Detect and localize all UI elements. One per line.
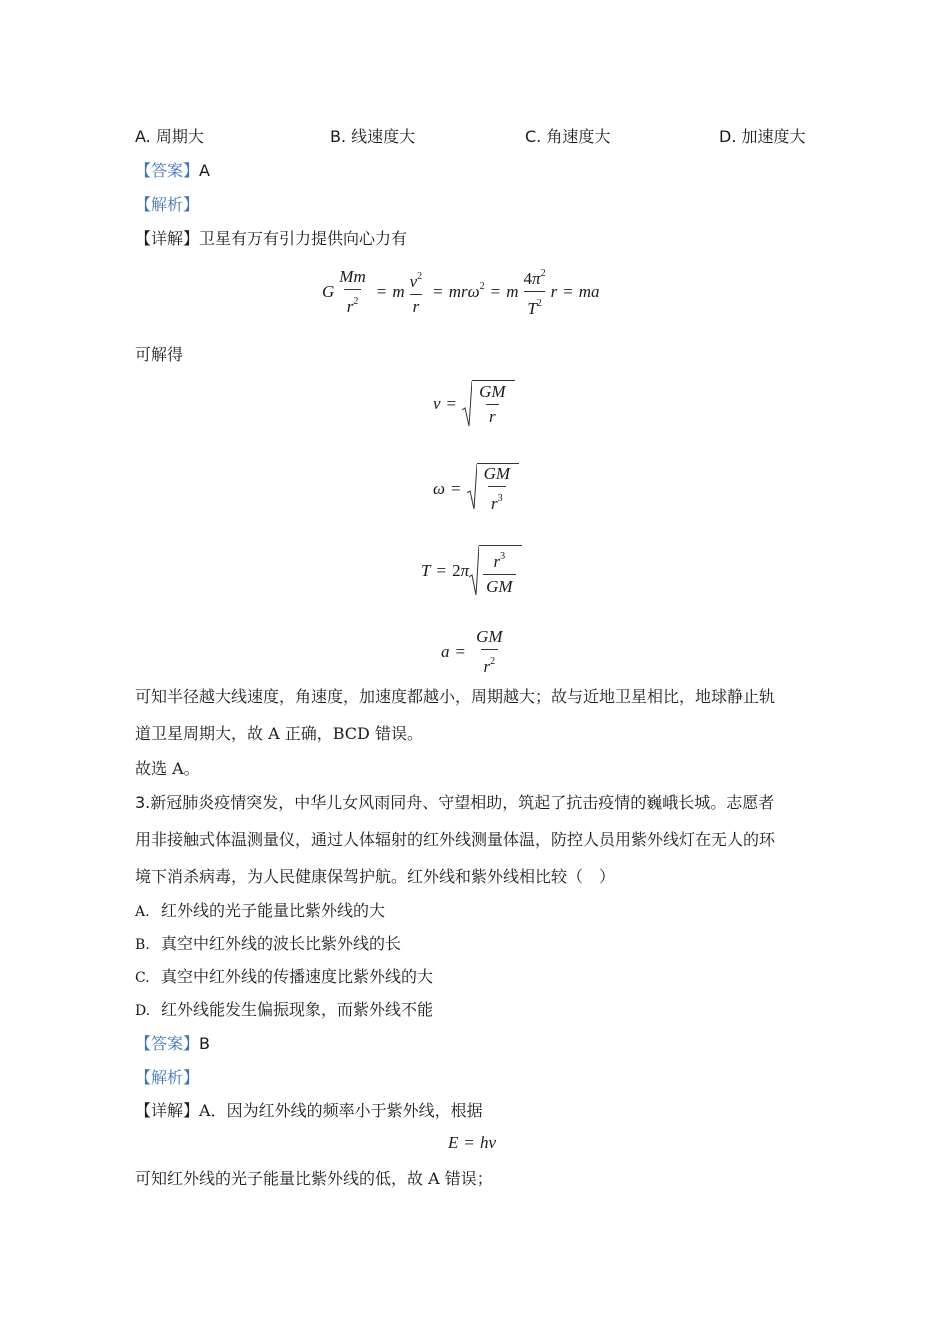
detail-line xyxy=(135,228,407,250)
question-3-stem-line-2: 用非接触式体温测量仪，通过人体辐射的红外线测量体温，防控人员用紫外线灯在无人的环 xyxy=(135,830,776,849)
equation-acceleration: a = $\frac{GM}{r^2}$ xyxy=(441,627,503,676)
answer-tag: 【答案】 xyxy=(135,1034,200,1053)
option-text: 加速度大 xyxy=(741,127,806,146)
option-text: 真空中红外线的波长比紫外线的长 xyxy=(161,934,402,953)
q3-option-a xyxy=(135,900,385,923)
question-3-stem-line-3: 境下消杀病毒，为人民健康保驾护航。红外线和紫外线相比较（ ） xyxy=(135,867,616,886)
detail-text: A．因为红外线的频率小于紫外线，根据 xyxy=(199,1101,483,1120)
option-letter: B. xyxy=(135,937,150,953)
option-text: 真空中红外线的传播速度比紫外线的大 xyxy=(161,967,434,986)
conclusion-line-1: 可知半径越大线速度，角速度，加速度都越小，周期越大；故与近地卫星相比，地球静止轨 xyxy=(135,687,776,706)
detail-tag: 【详解】 xyxy=(135,1101,200,1120)
option-letter: C. xyxy=(525,127,542,146)
q3-option-b xyxy=(135,933,401,956)
detail-tag: 【详解】 xyxy=(135,229,200,248)
option-letter: B. xyxy=(330,127,347,146)
answer-value: B xyxy=(199,1034,210,1053)
question-number: 3. xyxy=(135,793,151,812)
option-letter: D. xyxy=(135,1003,151,1019)
option-c xyxy=(525,126,610,148)
equation-omega: ω = $\frac{GM}{r^3}$ xyxy=(433,463,519,514)
equation-v: v = $\frac{GM}{r}$ xyxy=(433,380,515,428)
q3-analysis-tag: 【解析】 xyxy=(135,1068,200,1087)
option-text: 角速度大 xyxy=(546,127,611,146)
option-text: 线速度大 xyxy=(351,127,416,146)
q3-option-c xyxy=(135,966,433,989)
stem-text: 新冠肺炎疫情突发，中华儿女风雨同舟、守望相助，筑起了抗击疫情的巍峨长城。志愿者 xyxy=(150,793,775,812)
equation-gravity: G $\frac{Mm}{r^2}$ = m $\frac{v^2}{r}$ = mrω$^2$ = m $\frac{4\pi^2}{T^2}$ r = ma xyxy=(322,266,600,318)
option-letter: A. xyxy=(135,904,150,920)
detail-text: 卫星有万有引力提供向心力有 xyxy=(199,229,408,248)
q3-after-equation: 可知红外线的光子能量比紫外线的低，故 A 错误； xyxy=(135,1169,493,1188)
option-letter: D. xyxy=(719,127,737,146)
q3-answer-line xyxy=(135,1033,210,1055)
equation-period: T = 2 π $\frac{r^3}{GM}$ xyxy=(421,545,522,597)
option-b xyxy=(330,126,415,148)
answer-value: A xyxy=(199,161,210,180)
option-a xyxy=(135,126,204,148)
question-3-stem-line-1 xyxy=(135,792,774,814)
option-letter: A. xyxy=(135,127,151,146)
analysis-tag: 【解析】 xyxy=(135,195,200,214)
option-text: 红外线的光子能量比紫外线的大 xyxy=(161,901,386,920)
option-text: 红外线能发生偏振现象，而紫外线不能 xyxy=(161,1000,434,1019)
option-text: 周期大 xyxy=(155,127,204,146)
answer-line xyxy=(135,160,210,182)
option-letter: C. xyxy=(135,970,150,986)
option-d xyxy=(719,126,806,148)
equation-photon-energy: E = hν xyxy=(448,1133,497,1152)
answer-tag: 【答案】 xyxy=(135,161,200,180)
solve-text: 可解得 xyxy=(135,345,184,364)
q3-option-d xyxy=(135,999,433,1022)
q3-detail-line xyxy=(135,1100,483,1122)
choose-line: 故选 A。 xyxy=(135,759,200,778)
conclusion-line-2: 道卫星周期大，故 A 正确，BCD 错误。 xyxy=(135,724,423,743)
